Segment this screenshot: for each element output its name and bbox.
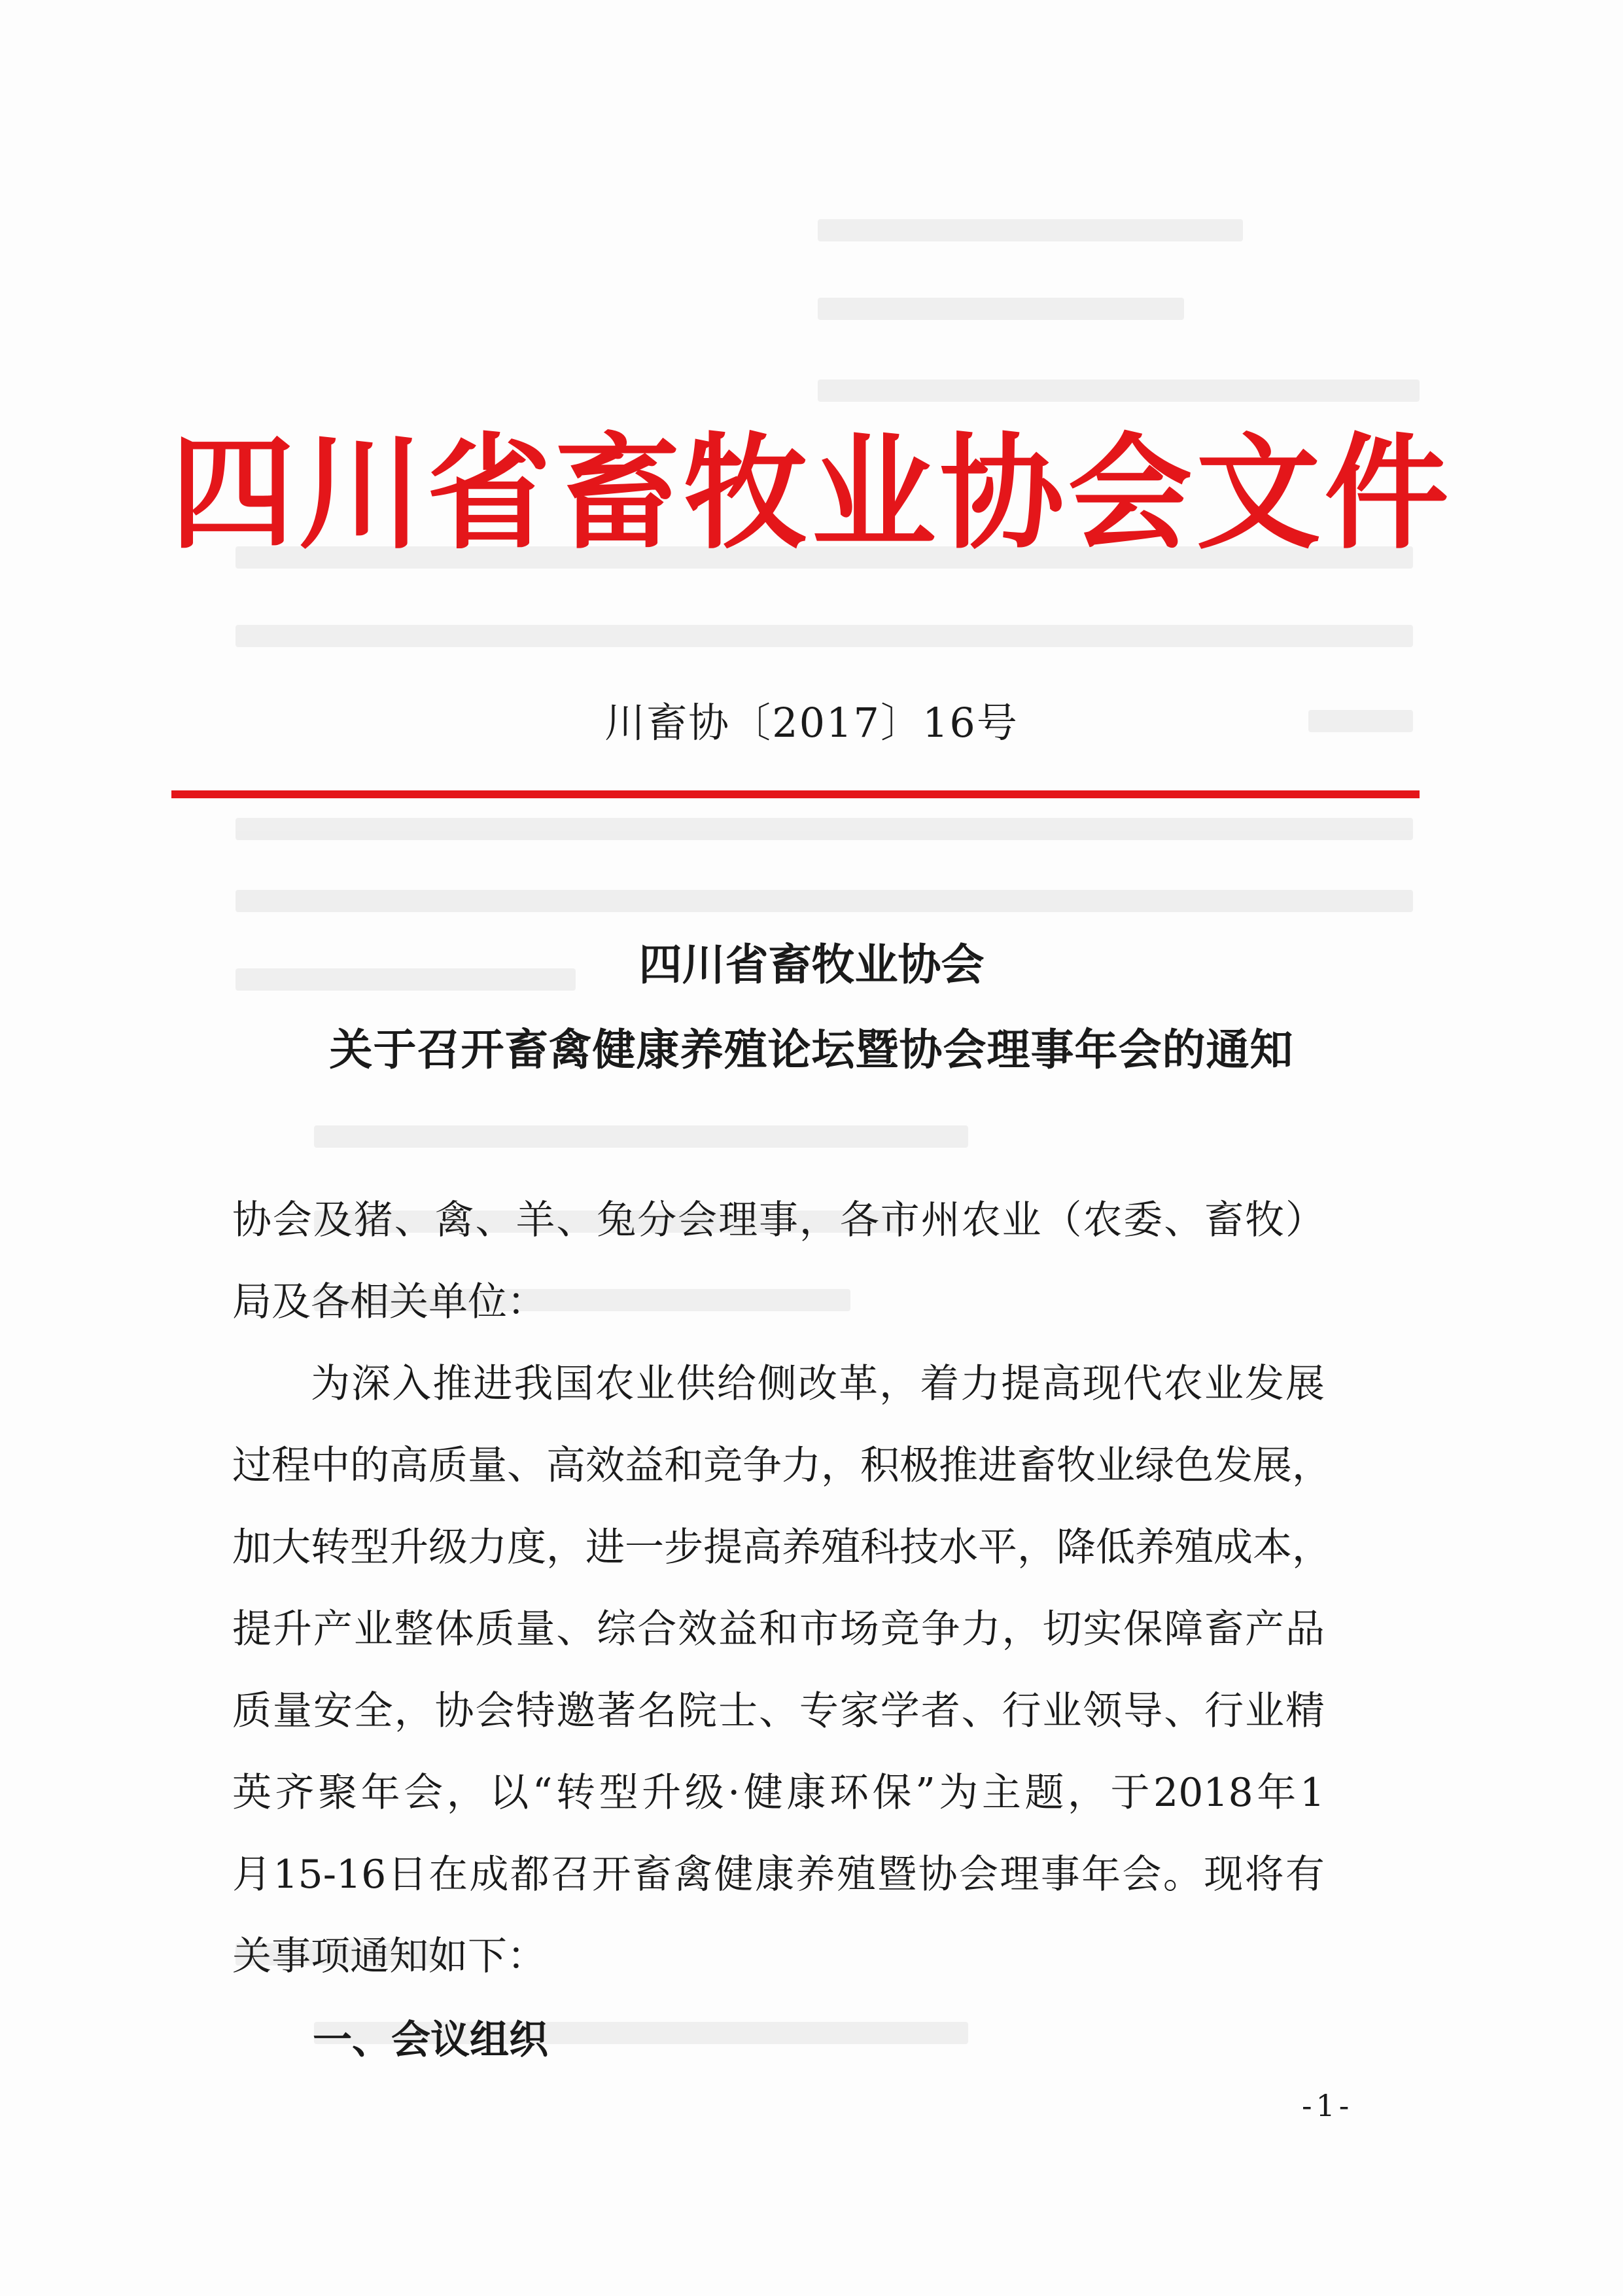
body-line-7: 月15-16日在成都召开畜禽健康养殖暨协会理事年会。现将有 xyxy=(232,1852,1325,1898)
body-line-1: 为深入推进我国农业供给侧改革，着力提高现代农业发展 xyxy=(311,1361,1325,1407)
body-line-5: 质量安全，协会特邀著名院士、专家学者、行业领导、行业精 xyxy=(232,1688,1325,1734)
body-line-3: 加大转型升级力度，进一步提高养殖科技水平，降低养殖成本， xyxy=(232,1525,1331,1570)
red-divider-line xyxy=(171,790,1420,798)
body-line-4: 提升产业整体质量、综合效益和市场竞争力，切实保障畜产品 xyxy=(232,1606,1325,1652)
addressee-line-1: 协会及猪、禽、羊、兔分会理事，各市州农业（农委、畜牧） xyxy=(232,1197,1325,1243)
body-line-2: 过程中的高质量、高效益和竞争力，积极推进畜牧业绿色发展， xyxy=(232,1443,1331,1489)
notice-title-issuer: 四川省畜牧业协会 xyxy=(638,940,985,990)
document-number: 川畜协〔2017〕16号 xyxy=(604,699,1019,747)
page-number: -1- xyxy=(1302,2088,1353,2123)
body-line-8: 关事项通知如下： xyxy=(232,1934,546,1979)
section-heading-meeting-organization: 一、会议组织 xyxy=(313,2017,548,2063)
body-line-6: 英齐聚年会，以“转型升级·健康环保”为主题，于2018年1 xyxy=(232,1770,1325,1816)
notice-title-subject: 关于召开畜禽健康养殖论坛暨协会理事年会的通知 xyxy=(329,1025,1294,1075)
masthead-title: 四川省畜牧业协会文件 xyxy=(170,421,1453,566)
addressee-line-2: 局及各相关单位： xyxy=(232,1279,546,1325)
